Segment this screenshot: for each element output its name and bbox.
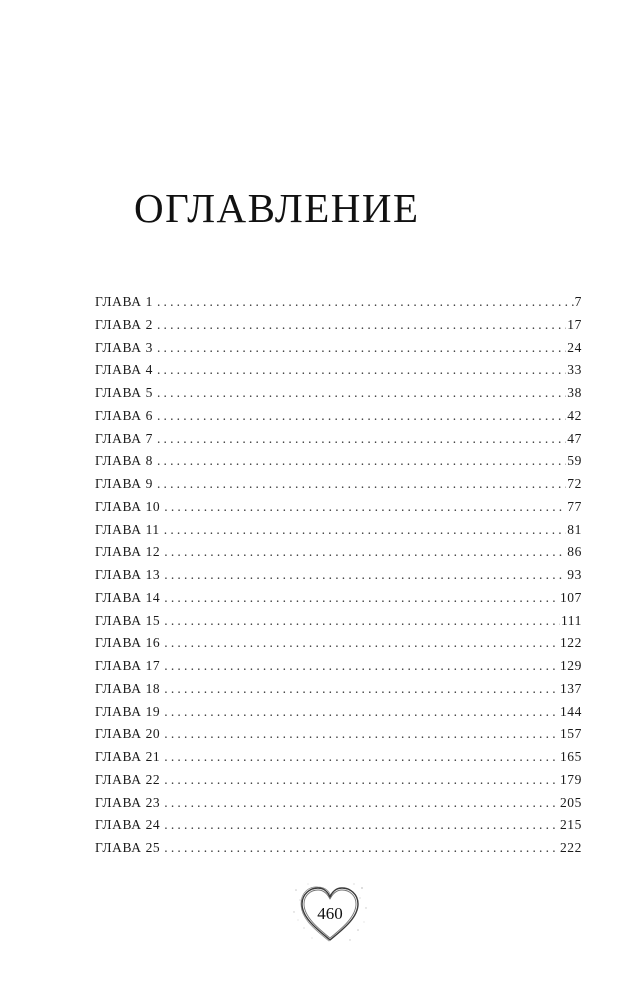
- toc-entry-label: ГЛАВА 18: [95, 680, 161, 696]
- dot-leader: [157, 362, 566, 378]
- toc-entry-page: 111: [560, 612, 582, 628]
- toc-entry: [95, 772, 582, 795]
- page-title: ОГЛАВЛЕНИЕ: [134, 185, 420, 231]
- dot-leader: [157, 340, 566, 356]
- toc-entry: [95, 362, 582, 385]
- dot-leader: [164, 817, 559, 833]
- toc-entry-label: ГЛАВА 22: [95, 771, 161, 787]
- toc-entry-label: ГЛАВА 12: [95, 544, 161, 560]
- toc-entry-page: 107: [559, 589, 582, 605]
- toc-entry-page: 33: [567, 362, 582, 378]
- table-of-contents: [95, 294, 582, 863]
- dot-leader: [157, 408, 566, 424]
- toc-entry-page: 179: [559, 771, 582, 787]
- toc-entry: [95, 704, 582, 727]
- toc-entry-label: ГЛАВА 8: [95, 453, 153, 469]
- page-number: 460: [317, 904, 343, 923]
- toc-entry: [95, 613, 582, 636]
- toc-entry-label: ГЛАВА 11: [95, 521, 160, 537]
- toc-entry-page: 137: [559, 680, 582, 696]
- toc-entry-label: ГЛАВА 13: [95, 567, 161, 582]
- dot-leader: [164, 840, 559, 856]
- toc-entry: [95, 499, 582, 522]
- toc-entry: [95, 590, 582, 613]
- toc-entry-page: 222: [559, 840, 582, 855]
- dot-leader: [157, 431, 566, 447]
- toc-entry: [95, 294, 582, 317]
- toc-entry: [95, 635, 582, 658]
- toc-entry-page: 47: [567, 430, 582, 446]
- toc-entry: [95, 749, 582, 772]
- dot-leader: [164, 522, 567, 538]
- toc-entry-label: ГЛАВА 5: [95, 385, 153, 400]
- toc-entry-page: 38: [567, 385, 582, 400]
- dot-leader: [164, 749, 559, 765]
- toc-entry-page: 122: [559, 635, 582, 651]
- toc-entry-label: ГЛАВА 20: [95, 726, 161, 742]
- dot-leader: [164, 567, 566, 583]
- dot-leader: [164, 681, 559, 697]
- toc-entry-label: ГЛАВА 9: [95, 476, 153, 491]
- dot-leader: [164, 704, 559, 720]
- toc-entry-page: 129: [559, 658, 582, 673]
- toc-entry-page: 157: [559, 726, 582, 742]
- toc-entry-label: ГЛАВА 6: [95, 407, 153, 423]
- toc-entry-page: 205: [559, 794, 582, 810]
- dot-leader: [157, 453, 566, 469]
- toc-entry-label: ГЛАВА 14: [95, 589, 161, 605]
- page-folio: [290, 878, 370, 948]
- dot-leader: [164, 590, 559, 606]
- toc-entry: [95, 453, 582, 476]
- dot-leader: [164, 772, 559, 788]
- toc-entry-label: ГЛАВА 10: [95, 498, 161, 514]
- dot-leader: [157, 385, 566, 401]
- toc-entry-label: ГЛАВА 21: [95, 749, 161, 764]
- toc-entry: [95, 317, 582, 340]
- toc-entry-page: 215: [559, 817, 582, 833]
- toc-entry: [95, 840, 582, 863]
- toc-entry-label: ГЛАВА 3: [95, 339, 153, 355]
- toc-entry-label: ГЛАВА 7: [95, 430, 153, 446]
- toc-entry-page: 81: [567, 521, 582, 537]
- dot-leader: [164, 499, 566, 515]
- toc-entry: [95, 817, 582, 840]
- toc-entry: [95, 544, 582, 567]
- toc-entry-page: 59: [567, 453, 582, 469]
- toc-entry-label: ГЛАВА 4: [95, 362, 153, 378]
- toc-entry-label: ГЛАВА 19: [95, 703, 161, 719]
- toc-entry: [95, 567, 582, 590]
- dot-leader: [157, 317, 566, 333]
- dot-leader: [164, 544, 566, 560]
- toc-entry: [95, 658, 582, 681]
- toc-entry: [95, 340, 582, 363]
- toc-entry: [95, 476, 582, 499]
- dot-leader: [164, 658, 559, 674]
- toc-entry-label: ГЛАВА 15: [95, 612, 161, 628]
- toc-entry-page: 24: [567, 339, 582, 355]
- toc-entry-page: 42: [567, 407, 582, 423]
- toc-entry: [95, 681, 582, 704]
- toc-entry-page: 86: [567, 544, 582, 560]
- dot-leader: [157, 476, 566, 492]
- toc-entry-page: 144: [559, 703, 582, 719]
- toc-entry: [95, 408, 582, 431]
- dot-leader: [164, 613, 560, 629]
- dot-leader: [164, 726, 559, 742]
- toc-entry-label: ГЛАВА 16: [95, 635, 161, 651]
- toc-entry-page: 77: [567, 498, 582, 514]
- toc-entry-label: ГЛАВА 17: [95, 658, 161, 673]
- toc-entry: [95, 431, 582, 454]
- dot-leader: [164, 635, 559, 651]
- toc-entry-page: 93: [567, 567, 582, 582]
- toc-entry-label: ГЛАВА 25: [95, 840, 161, 855]
- toc-entry-page: 72: [567, 476, 582, 491]
- dot-leader: [157, 294, 574, 310]
- dot-leader: [164, 795, 559, 811]
- toc-entry-page: 165: [559, 749, 582, 764]
- toc-entry: [95, 385, 582, 408]
- toc-entry-label: ГЛАВА 1: [95, 294, 153, 309]
- toc-entry-page: 7: [574, 294, 582, 309]
- toc-entry: [95, 795, 582, 818]
- toc-entry: [95, 522, 582, 545]
- toc-entry: [95, 726, 582, 749]
- toc-entry-label: ГЛАВА 23: [95, 794, 161, 810]
- toc-entry-label: ГЛАВА 24: [95, 817, 161, 833]
- toc-entry-page: 17: [567, 316, 582, 332]
- toc-entry-label: ГЛАВА 2: [95, 316, 153, 332]
